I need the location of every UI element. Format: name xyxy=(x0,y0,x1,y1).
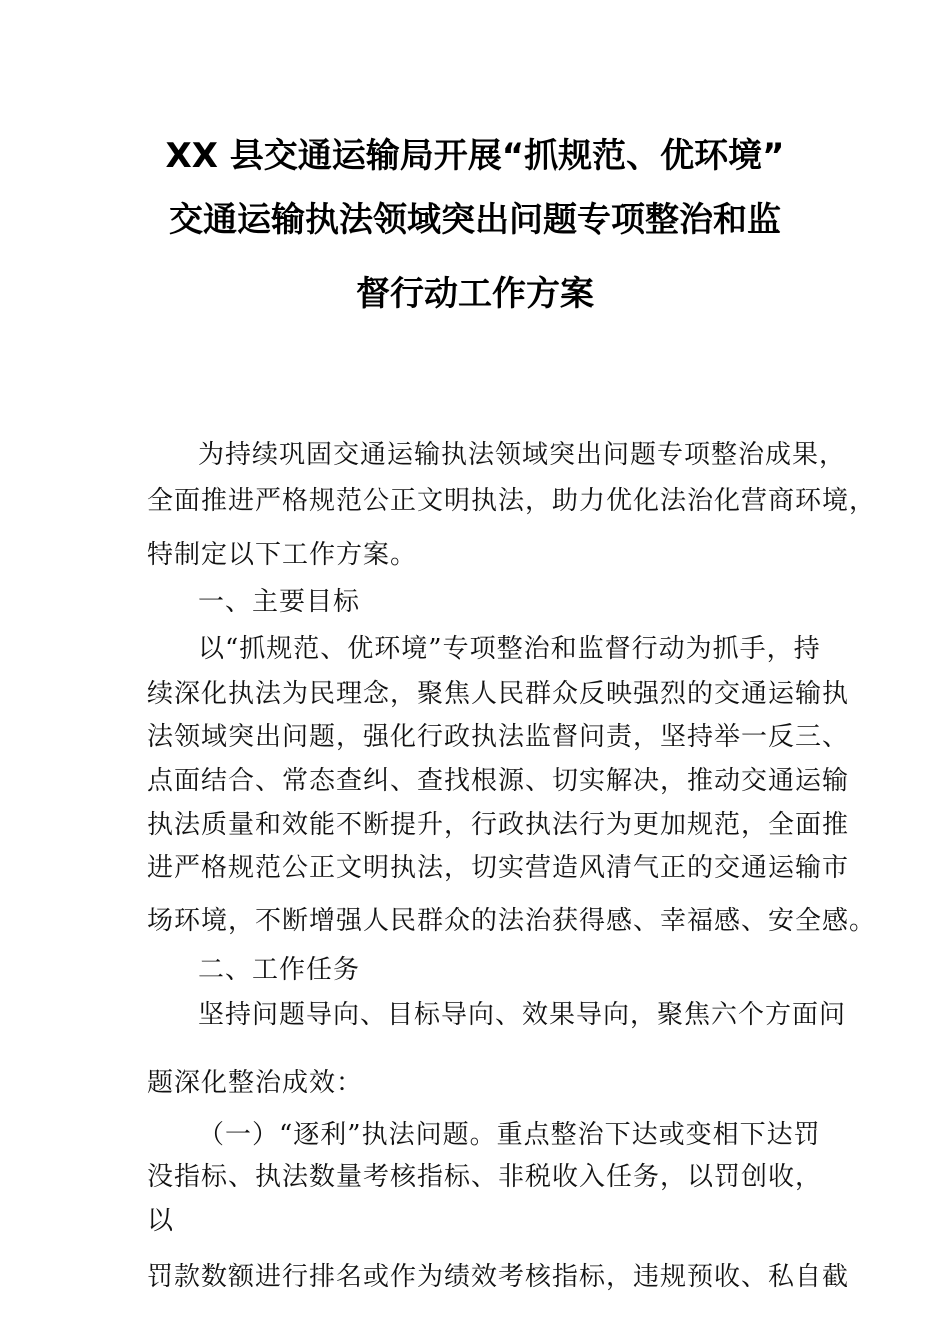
body-line: 执法质量和效能不断提升，行政执法行为更加规范，全面推 xyxy=(147,810,850,840)
document-title-line-2: 交通运输执法领域突出问题专项整治和监 xyxy=(169,200,781,240)
body-line: 点面结合、常态查纠、查找根源、切实解决，推动交通运输 xyxy=(147,766,850,796)
document-title-line-3: 督行动工作方案 xyxy=(356,274,594,314)
body-line: 以 xyxy=(147,1206,175,1236)
body-line: 以“抓规范、优环境”专项整治和监督行动为抓手，持 xyxy=(198,634,821,664)
body-line: （一）“逐利”执法问题。重点整治下达或变相下达罚 xyxy=(198,1120,821,1150)
body-line: 全面推进严格规范公正文明执法，助力优化法治化营商环境， xyxy=(147,486,877,516)
body-line: 续深化执法为民理念，聚焦人民群众反映强烈的交通运输执 xyxy=(147,679,850,709)
body-line: 为持续巩固交通运输执法领域突出问题专项整治成果， xyxy=(198,440,847,470)
body-line: 场环境，不断增强人民群众的法治获得感、幸福感、安全感。 xyxy=(147,906,877,936)
body-line: 坚持问题导向、目标导向、效果导向，聚焦六个方面问 xyxy=(198,1000,847,1030)
section-heading: 一、主要目标 xyxy=(198,587,361,617)
body-line: 没指标、执法数量考核指标、非税收入任务，以罚创收， xyxy=(147,1162,823,1192)
body-line: 题深化整治成效： xyxy=(147,1068,364,1098)
body-line: 罚款数额进行排名或作为绩效考核指标，违规预收、私自截 xyxy=(147,1262,850,1292)
document-title-line-1: XX 县交通运输局开展“抓规范、优环境” xyxy=(165,136,785,176)
section-heading: 二、工作任务 xyxy=(198,955,361,985)
body-line: 法领域突出问题，强化行政执法监督问责，坚持举一反三、 xyxy=(147,722,850,752)
body-line: 进严格规范公正文明执法，切实营造风清气正的交通运输市 xyxy=(147,853,850,883)
body-line: 特制定以下工作方案。 xyxy=(147,540,418,570)
